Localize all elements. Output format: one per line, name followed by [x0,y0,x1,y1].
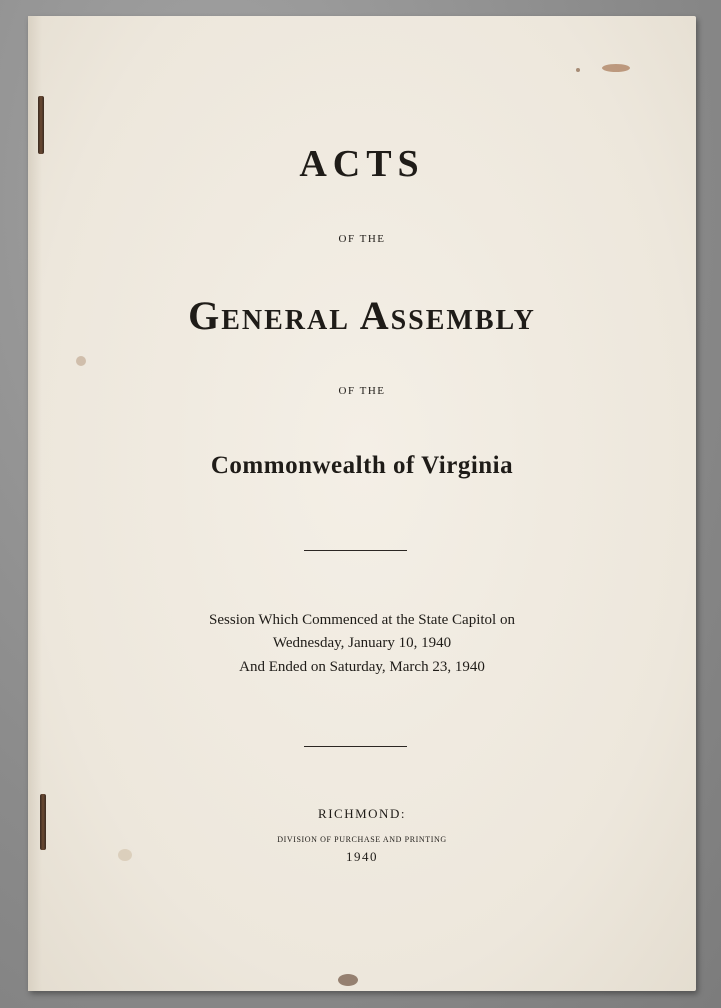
session-line: Wednesday, January 10, 1940 [272,635,452,651]
paper-spot [76,356,86,366]
imprint-division: DIVISION OF PURCHASE AND PRINTING [277,835,447,844]
divider-rule [304,550,407,551]
divider-rule [304,746,407,747]
edge-tear [338,974,358,986]
assembly-title: General Assembly [188,293,536,338]
imprint-city: RICHMOND: [318,806,406,821]
imprint-year: 1940 [346,849,378,864]
connector-text: OF THE [338,385,386,397]
session-line: Session Which Commenced at the State Capitol on [209,612,515,628]
cover-title: ACTS [299,143,425,185]
paper-spot [576,68,580,72]
session-line: And Ended on Saturday, March 23, 1940 [239,659,485,675]
rust-stain [602,64,630,72]
state-name: Commonwealth of Virginia [210,452,514,479]
connector-text: OF THE [338,233,386,245]
